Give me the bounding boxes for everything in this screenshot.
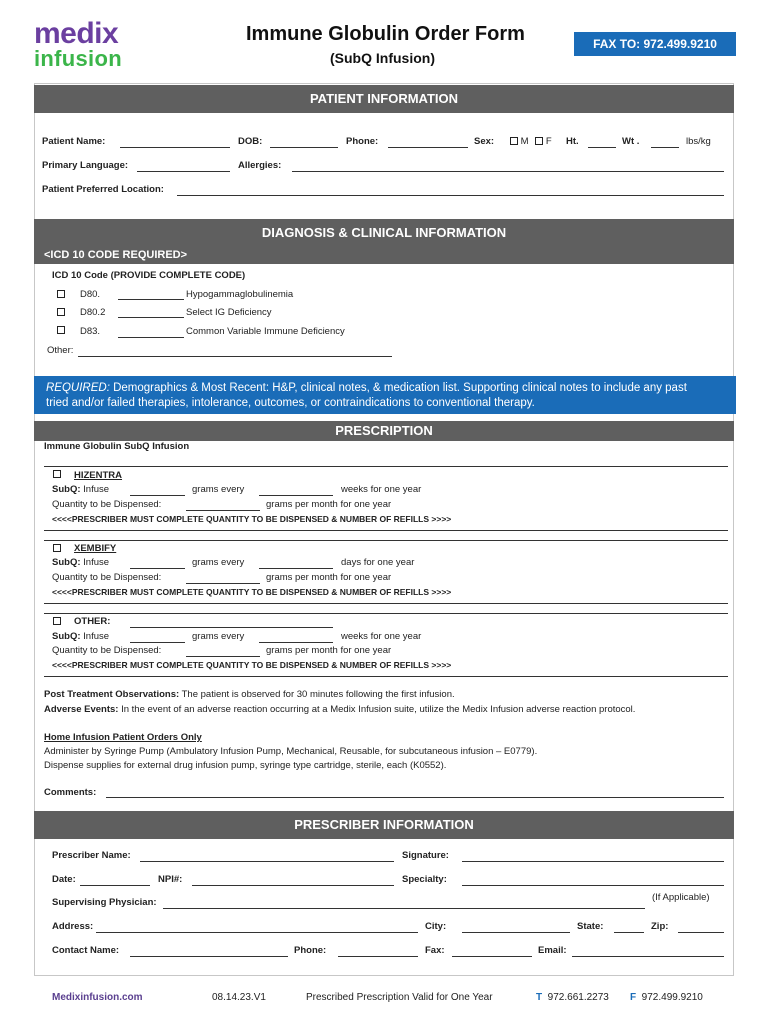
sex-f-checkbox[interactable]	[535, 137, 543, 145]
prescriber-info-header: PRESCRIBER INFORMATION	[34, 811, 734, 839]
dose-field[interactable]	[130, 495, 185, 496]
icd-code-label: ICD 10 Code (PROVIDE COMPLETE CODE)	[52, 270, 246, 281]
icd-code-field[interactable]	[118, 337, 184, 338]
prescriber-notice: <<<<PRESCRIBER MUST COMPLETE QUANTITY TO BE DISPENSED & NUMBER OF REFILLS >>>>	[52, 660, 452, 670]
block-divider	[44, 676, 728, 677]
email-field[interactable]	[572, 956, 724, 957]
infuse-label: Infuse	[83, 484, 110, 495]
quantity-label: Quantity to be Dispensed:	[52, 572, 162, 583]
grams-every-label: grams every	[192, 484, 245, 495]
comments-label: Comments:	[44, 787, 97, 798]
sex-m-label: M	[520, 136, 529, 147]
location-label: Patient Preferred Location:	[42, 184, 164, 195]
prescription-subheading: Immune Globulin SubQ Infusion	[44, 441, 190, 452]
quantity-label: Quantity to be Dispensed:	[52, 645, 162, 656]
footer-website[interactable]: Medixinfusion.com	[52, 992, 143, 1003]
block-divider	[44, 466, 728, 467]
diagnosis-header: DIAGNOSIS & CLINICAL INFORMATION	[34, 219, 734, 247]
city-label: City:	[425, 921, 447, 932]
address-label: Address:	[52, 921, 94, 932]
date-field[interactable]	[80, 885, 150, 886]
grams-every-label: grams every	[192, 631, 245, 642]
language-label: Primary Language:	[42, 160, 129, 171]
subq-label: SubQ:	[52, 557, 81, 568]
patient-name-label: Patient Name:	[42, 136, 106, 147]
specialty-field[interactable]	[462, 885, 724, 886]
supervising-physician-label: Supervising Physician:	[52, 897, 157, 908]
required-note-line1	[46, 381, 724, 396]
fax-badge: FAX TO: 972.499.9210	[574, 32, 736, 56]
icd-code-checkbox[interactable]	[57, 290, 65, 298]
supervising-physician-field[interactable]	[163, 908, 645, 909]
allergies-field[interactable]	[292, 171, 724, 172]
block-divider	[44, 603, 728, 604]
quantity-label: Quantity to be Dispensed:	[52, 499, 162, 510]
home-infusion-line1: Administer by Syringe Pump (Ambulatory Infusion Pump, Mechanical, Reusable, for subcutaneous infusion – E0779).	[44, 746, 538, 757]
weight-label: Wt .	[622, 136, 640, 147]
height-field[interactable]	[588, 147, 616, 148]
address-field[interactable]	[96, 932, 418, 933]
email-label: Email:	[538, 945, 567, 956]
icd-code: D83.	[80, 326, 101, 337]
icd-code-description: Select IG Deficiency	[186, 307, 272, 318]
fax-number: 972.499.9210	[641, 992, 703, 1003]
subq-label: SubQ:	[52, 484, 81, 495]
block-divider	[44, 613, 728, 614]
block-divider	[44, 530, 728, 531]
other-diagnosis-field[interactable]	[78, 356, 392, 357]
home-infusion-heading: Home Infusion Patient Orders Only	[44, 732, 202, 743]
icd-code-field[interactable]	[118, 299, 184, 300]
required-documents-note	[34, 376, 736, 414]
allergies-label: Allergies:	[238, 160, 282, 171]
icd-code-description: Hypogammaglobulinemia	[186, 289, 294, 300]
telephone-number: 972.661.2273	[547, 992, 609, 1003]
if-applicable-note: (If Applicable)	[652, 892, 710, 903]
subq-infuse	[52, 631, 109, 642]
other-drug-field[interactable]	[130, 627, 333, 628]
grams-every-label: grams every	[192, 557, 245, 568]
icd-code: D80.2	[80, 307, 106, 318]
sex-f-label: F	[545, 136, 552, 147]
quantity-unit-label: grams per month for one year	[266, 645, 392, 656]
subq-infuse	[52, 484, 109, 495]
required-note-line2: tried and/or failed therapies, intolerance, outcomes, or contraindications to conventional therapy.	[46, 397, 535, 409]
drug-name: XEMBIFY	[74, 543, 117, 554]
telephone-letter: T	[536, 992, 543, 1003]
quantity-unit-label: grams per month for one year	[266, 499, 392, 510]
drug-name: HIZENTRA	[74, 470, 123, 481]
npi-label: NPI#:	[158, 874, 183, 885]
icd-required-bar: <ICD 10 CODE REQUIRED>	[34, 247, 734, 264]
city-field[interactable]	[462, 932, 570, 933]
icd-code-checkbox[interactable]	[57, 326, 65, 334]
contact-name-label: Contact Name:	[52, 945, 120, 956]
zip-label: Zip:	[651, 921, 669, 932]
page-subtitle: (SubQ Infusion)	[330, 50, 435, 66]
logo-infusion-text: infusion	[34, 46, 122, 71]
prescriber-phone-label: Phone:	[294, 945, 327, 956]
quantity-field[interactable]	[186, 583, 260, 584]
fax-letter: F	[630, 992, 637, 1003]
dose-field[interactable]	[130, 568, 185, 569]
quantity-field[interactable]	[186, 510, 260, 511]
drug-checkbox[interactable]	[53, 470, 61, 478]
adverse-events-label: Adverse Events:	[44, 704, 119, 715]
signature-field[interactable]	[462, 861, 724, 862]
required-note-text: Demographics & Most Recent: H&P, clinical notes, & medication list. Supporting clinical notes to include any past	[109, 382, 687, 394]
language-field[interactable]	[137, 171, 230, 172]
weight-units: lbs/kg	[686, 136, 711, 147]
frequency-field[interactable]	[259, 642, 333, 643]
post-treatment-text: The patient is observed for 30 minutes following the first infusion.	[179, 689, 455, 700]
npi-field[interactable]	[192, 885, 394, 886]
required-note-lead: REQUIRED:	[46, 382, 110, 394]
footer-version: 08.14.23.V1	[212, 992, 266, 1003]
drug-checkbox[interactable]	[53, 617, 61, 625]
icd-code-description: Common Variable Immune Deficiency	[186, 326, 345, 337]
contact-name-field[interactable]	[130, 956, 288, 957]
prescription-header: PRESCRIPTION	[34, 421, 734, 441]
signature-label: Signature:	[402, 850, 449, 861]
sex-m-checkbox[interactable]	[510, 137, 518, 145]
adverse-events-text: In the event of an adverse reaction occurring at a Medix Infusion suite, utilize the Medix Infusion adverse reaction protocol.	[118, 704, 636, 715]
logo-medix-text: medix	[34, 17, 119, 50]
dob-field[interactable]	[270, 147, 338, 148]
page-title: Immune Globulin Order Form	[246, 23, 525, 45]
prescriber-notice: <<<<PRESCRIBER MUST COMPLETE QUANTITY TO BE DISPENSED & NUMBER OF REFILLS >>>>	[52, 514, 452, 524]
state-label: State:	[577, 921, 604, 932]
sex-options	[510, 136, 552, 147]
phone-label: Phone:	[346, 136, 379, 147]
infuse-label: Infuse	[83, 557, 110, 568]
specialty-label: Specialty:	[402, 874, 447, 885]
subq-infuse	[52, 557, 109, 568]
block-divider	[44, 540, 728, 541]
adverse-events	[44, 704, 635, 715]
prescriber-fax-label: Fax:	[425, 945, 445, 956]
prescriber-notice: <<<<PRESCRIBER MUST COMPLETE QUANTITY TO BE DISPENSED & NUMBER OF REFILLS >>>>	[52, 587, 452, 597]
prescriber-name-field[interactable]	[140, 861, 394, 862]
other-diagnosis-label: Other:	[47, 345, 74, 356]
post-treatment-observations	[44, 689, 455, 700]
prescriber-phone-field[interactable]	[338, 956, 418, 957]
subq-label: SubQ:	[52, 631, 81, 642]
frequency-field[interactable]	[259, 495, 333, 496]
patient-info-header: PATIENT INFORMATION	[34, 85, 734, 113]
date-label: Date:	[52, 874, 76, 885]
logo	[34, 17, 144, 71]
phone-field[interactable]	[388, 147, 468, 148]
period-label: weeks for one year	[341, 631, 422, 642]
dob-label: DOB:	[238, 136, 263, 147]
period-label: weeks for one year	[341, 484, 422, 495]
height-label: Ht.	[566, 136, 579, 147]
weight-field[interactable]	[651, 147, 679, 148]
state-field[interactable]	[614, 932, 644, 933]
sex-label: Sex:	[474, 136, 495, 147]
dose-field[interactable]	[130, 642, 185, 643]
drug-name: OTHER:	[74, 616, 111, 627]
infuse-label: Infuse	[83, 631, 110, 642]
frequency-field[interactable]	[259, 568, 333, 569]
icd-code: D80.	[80, 289, 101, 300]
post-treatment-label: Post Treatment Observations:	[44, 689, 180, 700]
zip-field[interactable]	[678, 932, 724, 933]
patient-name-field[interactable]	[120, 147, 230, 148]
drug-checkbox[interactable]	[53, 544, 61, 552]
prescriber-name-label: Prescriber Name:	[52, 850, 131, 861]
footer-validity: Prescribed Prescription Valid for One Year	[306, 992, 493, 1003]
location-field[interactable]	[177, 195, 724, 196]
footer-fax	[630, 992, 703, 1003]
icd-code-checkbox[interactable]	[57, 308, 65, 316]
comments-field[interactable]	[106, 797, 724, 798]
home-infusion-line2: Dispense supplies for external drug infusion pump, syringe type cartridge, sterile, each (K0552).	[44, 760, 447, 771]
quantity-unit-label: grams per month for one year	[266, 572, 392, 583]
period-label: days for one year	[341, 557, 415, 568]
footer-telephone	[536, 992, 609, 1003]
icd-code-field[interactable]	[118, 317, 184, 318]
prescriber-fax-field[interactable]	[452, 956, 532, 957]
quantity-field[interactable]	[186, 656, 260, 657]
